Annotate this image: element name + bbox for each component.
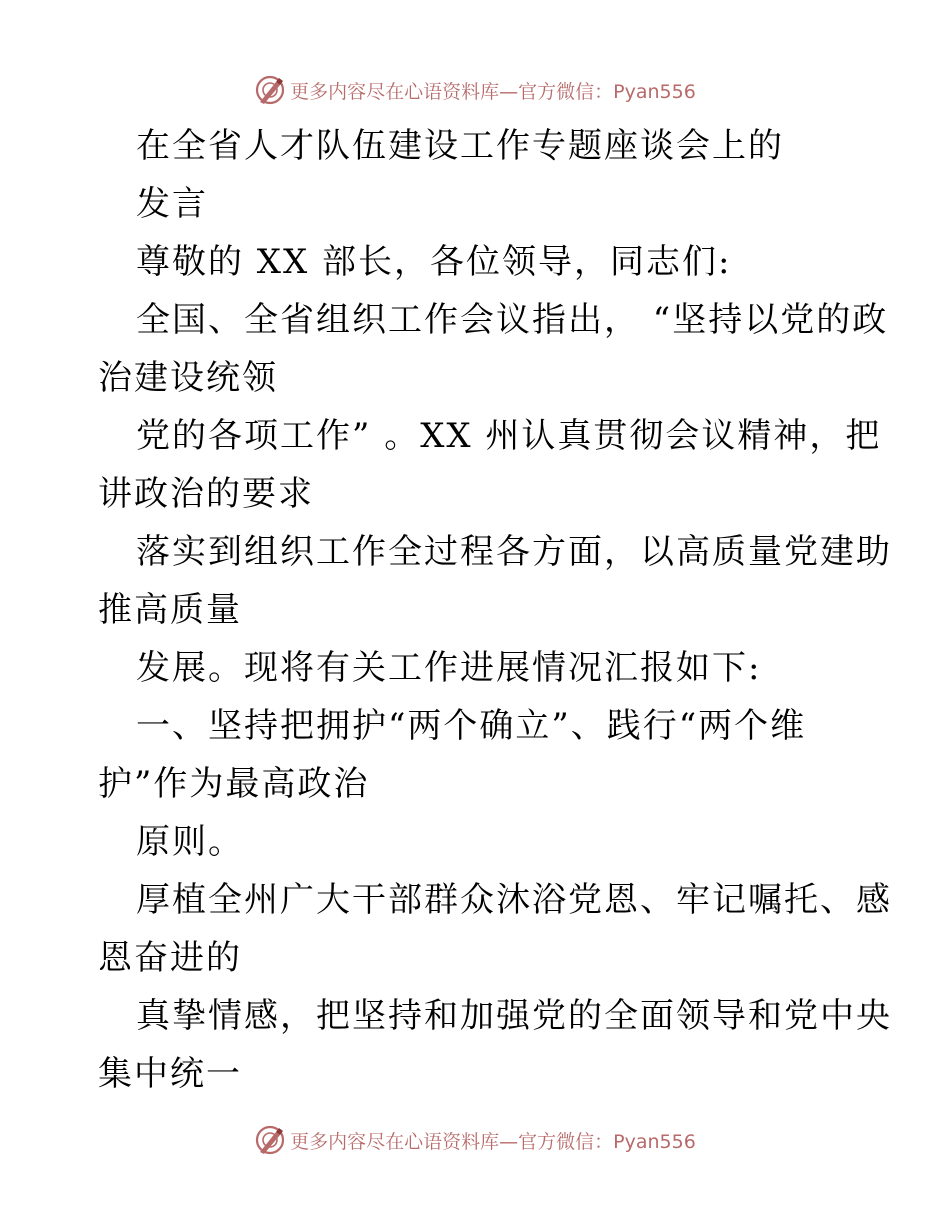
watermark-footer bbox=[0, 1120, 950, 1160]
section-heading-line: 原则。 bbox=[136, 822, 244, 862]
watermark-header bbox=[0, 70, 950, 110]
paragraph-line: 落实到组织工作全过程各方面，以高质量党建助 bbox=[136, 532, 892, 572]
paragraph-line: 党的各项工作” 。XX 州认真贯彻会议精神，把 bbox=[136, 416, 882, 456]
section-heading-line: 护”作为最高政治 bbox=[98, 764, 370, 804]
watermark-text: 更多内容尽在心语资料库—官方微信：Pyan556 bbox=[290, 1130, 696, 1153]
paragraph-line: 治建设统领 bbox=[98, 358, 278, 398]
paragraph-line: 全国、全省组织工作会议指出， “坚持以党的政 bbox=[136, 300, 889, 340]
document-body bbox=[98, 117, 892, 1103]
paragraph-line: 推高质量 bbox=[98, 590, 242, 630]
paragraph-line: 厚植全州广大干部群众沐浴党恩、牢记嘱托、感 bbox=[136, 880, 892, 920]
pen-circle-logo-icon bbox=[254, 74, 286, 106]
title-line-1: 在全省人才队伍建设工作专题座谈会上的 bbox=[136, 126, 784, 166]
pen-circle-logo-icon bbox=[254, 1124, 286, 1156]
paragraph-line: 发展。现将有关工作进展情况汇报如下: bbox=[136, 648, 762, 688]
paragraph-line: 真挚情感，把坚持和加强党的全面领导和党中央 bbox=[136, 996, 892, 1036]
watermark-text: 更多内容尽在心语资料库—官方微信：Pyan556 bbox=[290, 80, 696, 103]
section-heading-line: 一、坚持把拥护“两个确立”、践行“两个维 bbox=[136, 706, 807, 746]
title-line-2: 发言 bbox=[136, 184, 208, 224]
paragraph-line: 集中统一 bbox=[98, 1054, 242, 1094]
salutation: 尊敬的 XX 部长，各位领导，同志们: bbox=[136, 242, 732, 282]
paragraph-line: 讲政治的要求 bbox=[98, 474, 314, 514]
paragraph-line: 恩奋进的 bbox=[98, 938, 242, 978]
